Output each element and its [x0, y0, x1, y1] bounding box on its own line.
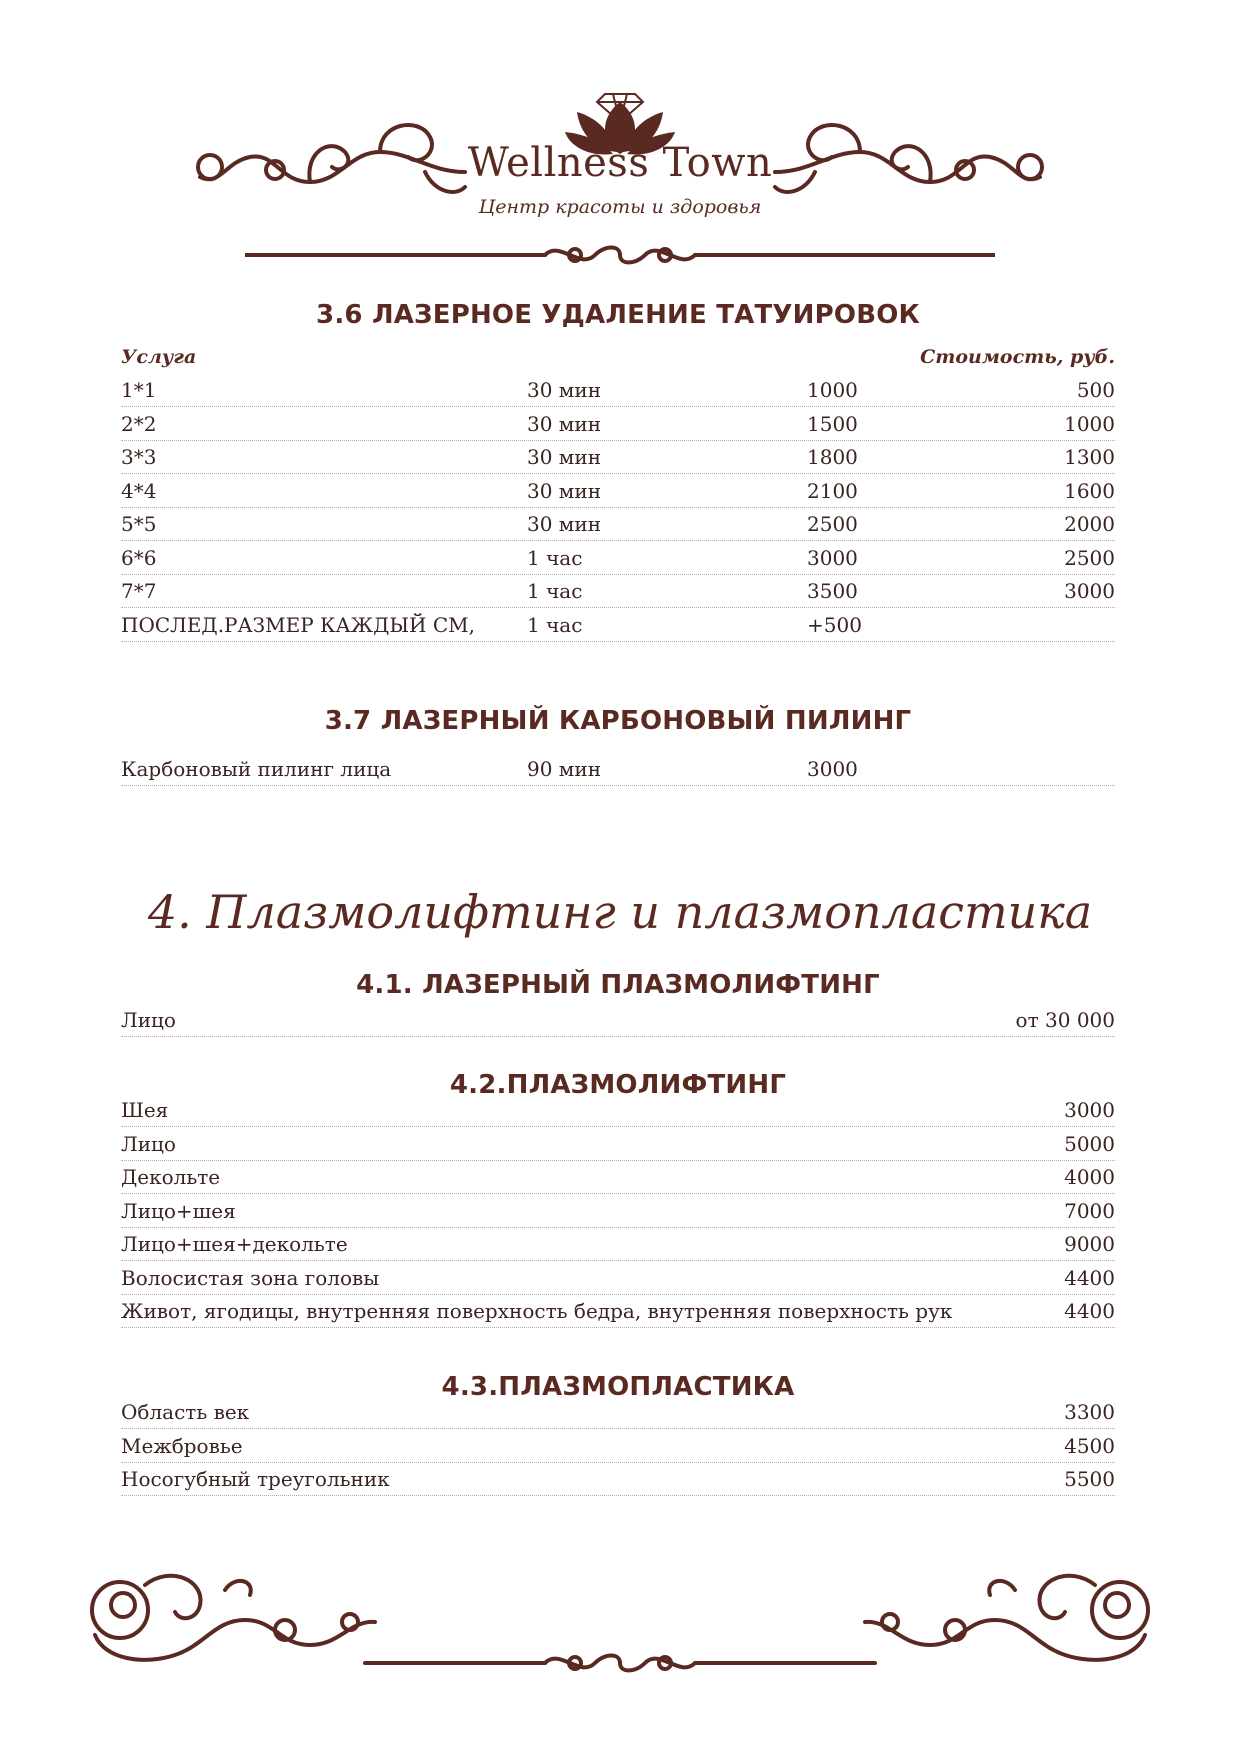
table-row: [121, 1463, 1115, 1496]
price-discount: 1600: [1064, 478, 1115, 503]
service-price: 5500: [1064, 1467, 1115, 1491]
service-price: 4400: [1064, 1265, 1115, 1290]
price-discount: 500: [1076, 378, 1115, 402]
table-row: [121, 609, 1115, 642]
price-full: 2100: [807, 478, 858, 503]
service-name: Область век: [121, 1400, 250, 1424]
column-header-service: Услуга: [121, 346, 197, 368]
price-discount: 2500: [1064, 545, 1115, 570]
table-row: [121, 508, 1115, 541]
section-title-3-7: 3.7 ЛАЗЕРНЫЙ КАРБОНОВЫЙ ПИЛИНГ: [324, 706, 912, 736]
table-row: [121, 475, 1115, 508]
brand-name: Wellness Town: [467, 140, 773, 186]
price-full: 1800: [807, 445, 858, 469]
service-name: 1*1: [121, 378, 157, 402]
section-title-3-6: 3.6 ЛАЗЕРНОЕ УДАЛЕНИЕ ТАТУИРОВОК: [316, 300, 920, 330]
table-row: [121, 1228, 1115, 1261]
table-row: [121, 753, 1115, 786]
service-price: 9000: [1064, 1232, 1115, 1256]
price-full: 2500: [807, 512, 858, 536]
table-row: [121, 441, 1115, 474]
service-duration: 30 мин: [527, 445, 602, 469]
table-row: [121, 542, 1115, 575]
price-full: 3000: [807, 545, 858, 570]
table-row: [121, 1295, 1115, 1328]
service-duration: 30 мин: [527, 478, 602, 503]
service-price: 4500: [1064, 1433, 1115, 1458]
service-name: 2*2: [121, 411, 157, 436]
price-full: 1000: [807, 378, 858, 402]
footer-divider-icon: [245, 1648, 995, 1678]
service-duration: 90 мин: [527, 757, 602, 781]
section-title-4-3: 4.3.ПЛАЗМОПЛАСТИКА: [441, 1372, 795, 1402]
service-name: Лицо+шея: [121, 1198, 236, 1223]
table-row: [121, 1262, 1115, 1295]
service-duration: 30 мин: [527, 378, 602, 402]
service-name: Карбоновый пилинг лица: [121, 757, 392, 781]
price-discount: 2000: [1064, 512, 1115, 536]
service-name: 7*7: [121, 579, 157, 603]
table-row: [121, 1128, 1115, 1161]
service-name: Межбровье: [121, 1433, 243, 1458]
price-discount: 1000: [1064, 411, 1115, 436]
table-row: [121, 1161, 1115, 1194]
service-price: от 30 000: [1015, 1008, 1115, 1032]
table-row: [121, 408, 1115, 441]
service-duration: 1 час: [527, 579, 583, 603]
price-full: +500: [807, 612, 862, 637]
service-name: 3*3: [121, 445, 157, 469]
service-price: 3300: [1064, 1400, 1115, 1424]
price-discount: 1300: [1064, 445, 1115, 469]
service-name: Лицо+шея+декольте: [121, 1232, 348, 1256]
table-row: [121, 1195, 1115, 1228]
service-price: 4000: [1064, 1165, 1115, 1189]
service-name: Шея: [121, 1098, 169, 1122]
section-title-4-1: 4.1. ЛАЗЕРНЫЙ ПЛАЗМОЛИФТИНГ: [356, 970, 880, 1000]
service-price: 5000: [1064, 1131, 1115, 1156]
service-name: Лицо: [121, 1131, 176, 1156]
chapter-title: 4. Плазмолифтинг и плазмопластика: [147, 885, 1093, 939]
price-full: 1500: [807, 411, 858, 436]
service-name: 5*5: [121, 512, 157, 536]
service-name: ПОСЛЕД.РАЗМЕР КАЖДЫЙ СМ,: [121, 612, 475, 637]
service-name: Волосистая зона головы: [121, 1265, 380, 1290]
column-header-price: Стоимость, руб.: [920, 346, 1115, 368]
table-row: [121, 1094, 1115, 1127]
table-row: [121, 1004, 1115, 1037]
service-duration: 1 час: [527, 545, 583, 570]
service-price: 7000: [1064, 1198, 1115, 1223]
table-row: [121, 1430, 1115, 1463]
brand-tagline: Центр красоты и здоровья: [478, 196, 762, 218]
service-price: 3000: [1064, 1098, 1115, 1122]
service-duration: 1 час: [527, 612, 583, 637]
header-divider-icon: [245, 240, 995, 270]
service-name: 6*6: [121, 545, 157, 570]
table-row: [121, 1396, 1115, 1429]
table-row: [121, 374, 1115, 407]
service-price: 4400: [1064, 1299, 1115, 1323]
price-full: 3500: [807, 579, 858, 603]
table-row: [121, 575, 1115, 608]
service-name: 4*4: [121, 478, 157, 503]
service-name: Живот, ягодицы, внутренняя поверхность бедра, внутренняя поверхность рук: [121, 1299, 953, 1323]
price-full: 3000: [807, 757, 858, 781]
service-name: Лицо: [121, 1008, 176, 1032]
service-duration: 30 мин: [527, 512, 602, 536]
service-name: Декольте: [121, 1165, 221, 1189]
section-title-4-2: 4.2.ПЛАЗМОЛИФТИНГ: [449, 1070, 787, 1100]
service-duration: 30 мин: [527, 411, 602, 436]
page-header: [0, 0, 1240, 280]
service-name: Носогубный треугольник: [121, 1467, 390, 1491]
price-discount: 3000: [1064, 579, 1115, 603]
